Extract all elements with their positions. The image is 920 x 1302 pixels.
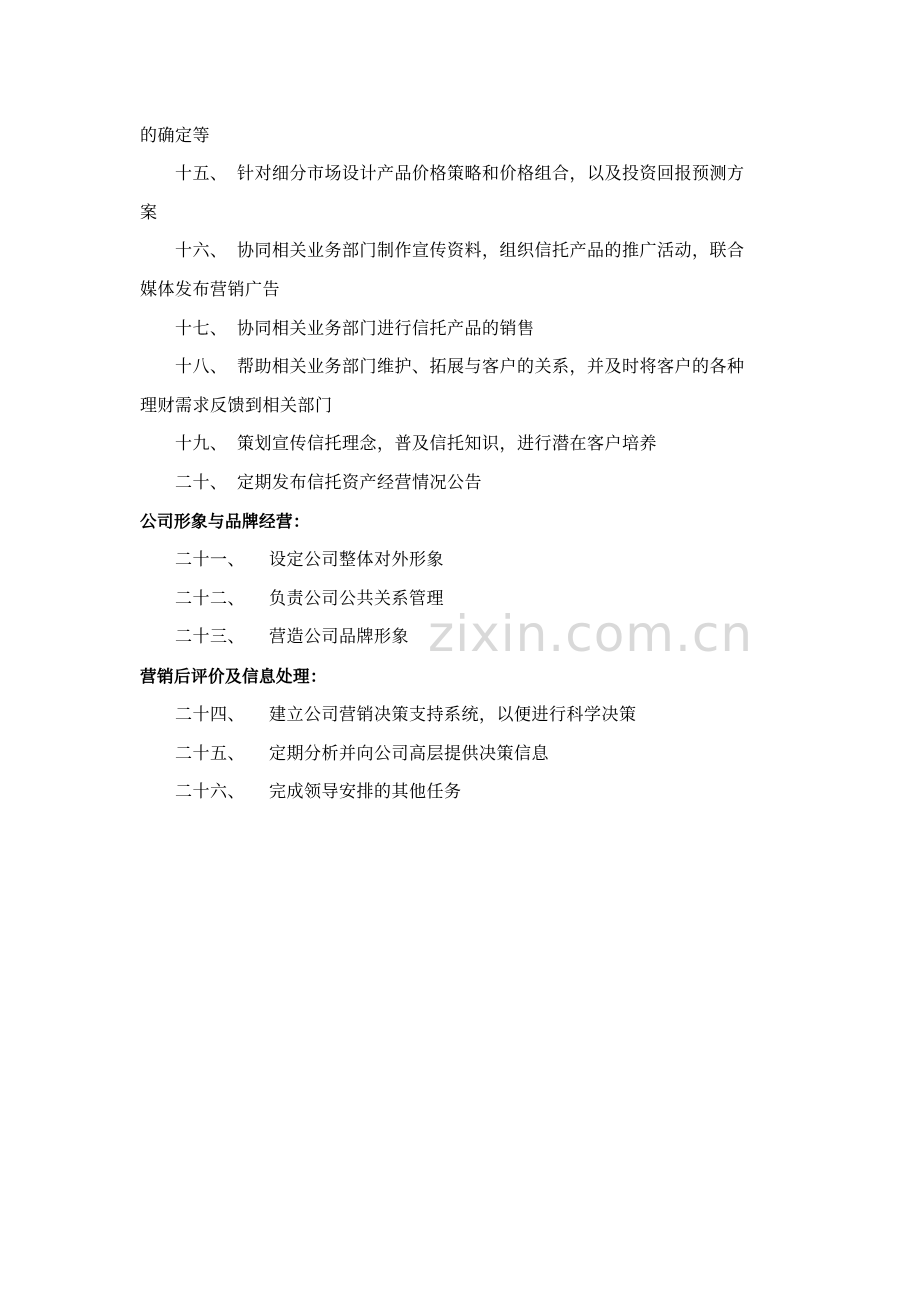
list-item-19 xyxy=(175,434,657,454)
list-item-24 xyxy=(175,705,637,725)
item-number: 二十四、 xyxy=(175,705,245,725)
item-number: 二十二、 xyxy=(175,589,245,609)
item-text: 协同相关业务部门制作宣传资料，组织信托产品的推广活动，联合 xyxy=(237,241,745,261)
list-item-26 xyxy=(175,782,462,802)
item-number: 二十三、 xyxy=(175,627,245,647)
item-text: 定期分析并向公司高层提供决策信息 xyxy=(269,744,549,764)
item-text: 建立公司营销决策支持系统，以便进行科学决策 xyxy=(269,705,637,725)
item-text: 策划宣传信托理念，普及信托知识，进行潜在客户培养 xyxy=(237,434,657,454)
item-number: 二十一、 xyxy=(175,550,245,570)
intro-continuation: 的确定等 xyxy=(140,126,210,146)
list-item-15-continuation: 案 xyxy=(140,203,158,223)
item-text: 针对细分市场设计产品价格策略和价格组合，以及投资回报预测方 xyxy=(237,164,745,184)
list-item-16-continuation: 媒体发布营销广告 xyxy=(140,280,280,300)
item-number: 十六、 xyxy=(175,241,228,261)
item-number: 十八、 xyxy=(175,357,228,377)
watermark: zixin.com.cn xyxy=(428,605,754,663)
item-number: 十五、 xyxy=(175,164,228,184)
item-text: 营造公司品牌形象 xyxy=(269,627,409,647)
item-number: 二十六、 xyxy=(175,782,245,802)
item-text: 协同相关业务部门进行信托产品的销售 xyxy=(237,319,535,339)
list-item-25 xyxy=(175,744,549,764)
list-item-22 xyxy=(175,589,444,609)
list-item-18-continuation: 理财需求反馈到相关部门 xyxy=(140,396,333,416)
item-text: 帮助相关业务部门维护、拓展与客户的关系，并及时将客户的各种 xyxy=(237,357,745,377)
list-item-17 xyxy=(175,319,535,339)
item-number: 二十五、 xyxy=(175,744,245,764)
list-item-16 xyxy=(175,241,745,261)
list-item-18 xyxy=(175,357,745,377)
list-item-23 xyxy=(175,627,409,647)
item-number: 十九、 xyxy=(175,434,228,454)
section-heading-brand: 公司形象与品牌经营： xyxy=(140,512,310,531)
item-number: 二十、 xyxy=(175,473,228,493)
item-text: 定期发布信托资产经营情况公告 xyxy=(237,473,482,493)
section-heading-evaluation: 营销后评价及信息处理： xyxy=(140,667,327,686)
list-item-20 xyxy=(175,473,482,493)
item-text: 负责公司公共关系管理 xyxy=(269,589,444,609)
item-number: 十七、 xyxy=(175,319,228,339)
item-text: 设定公司整体对外形象 xyxy=(269,550,444,570)
list-item-21 xyxy=(175,550,444,570)
item-text: 完成领导安排的其他任务 xyxy=(269,782,462,802)
list-item-15 xyxy=(175,164,745,184)
